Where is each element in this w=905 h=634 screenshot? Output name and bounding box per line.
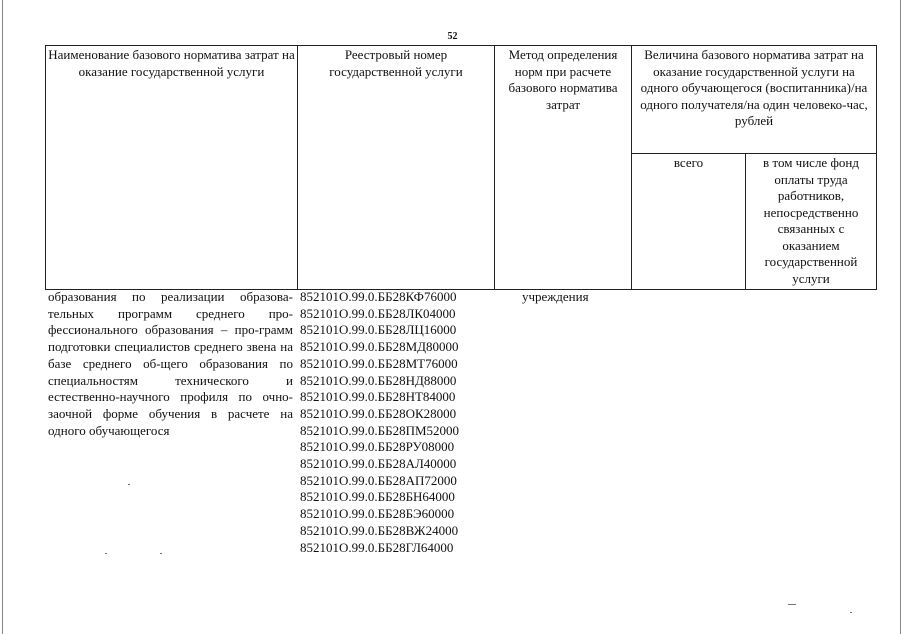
registry-number: 852101О.99.0.ББ28ОК28000 [300,405,457,421]
scan-border-left [2,0,3,634]
registry-number: 852101О.99.0.ББ28БН64000 [300,489,455,505]
header-registry-number: Реестровый номер государственной услуги [298,46,495,290]
registry-number: 852101О.99.0.ББ28МТ76000 [300,355,458,371]
scan-speck [160,553,162,554]
registry-number: 852101О.99.0.ББ28МД80000 [300,339,459,355]
registry-number: 852101О.99.0.ББ28НД88000 [300,372,457,388]
cost-standard-table-header [45,45,877,290]
registry-number: 852101О.99.0.ББ28РУ08000 [300,439,455,455]
scan-speck [788,604,796,605]
header-standard-name: Наименование базового норматива затрат на оказание государственной услуги [46,46,298,290]
header-total: всего [632,154,746,290]
registry-number: 852101О.99.0.ББ28ПМ52000 [300,422,460,438]
header-standard-value: Величина базового норматива затрат на оказание государственной услуги на одного обучающегося (воспитанника)/на одного получателя/на один человеко-час, рублей [632,46,877,154]
registry-number: 852101О.99.0.ББ28АЛ40000 [300,456,457,472]
registry-number: 852101О.99.0.ББ28НТ84000 [300,389,456,405]
header-method: Метод определения норм при расчете базового норматива затрат [495,46,632,290]
header-payroll-fund: в том числе фонд оплаты труда работников, непосредственно связанных с оказанием государственной услуги [746,154,877,290]
scan-speck [105,553,107,554]
scan-speck [128,484,130,485]
registry-number: 852101О.99.0.ББ28КФ76000 [300,289,457,304]
registry-number: 852101О.99.0.ББ28БЭ60000 [300,506,455,522]
registry-number: 852101О.99.0.ББ28АП72000 [300,472,457,488]
registry-number: 852101О.99.0.ББ28ЛК04000 [300,305,456,321]
service-description: образования по реализации образова-тельных программ среднего про-фессионального образования – про-грамм подготовки специалистов среднего звена на базе среднего об-щего образования по специальностям технического и естественно-научного профиля по очно-заочной форме обучения в расчете на одного обучающегося [48,289,293,438]
registry-number-list [300,289,500,556]
registry-number: 852101О.99.0.ББ28ЛЦ16000 [300,322,457,338]
registry-number: 852101О.99.0.ББ28ВЖ24000 [300,522,459,538]
page-number: 52 [447,31,458,42]
scan-speck [850,612,852,613]
method-value: учреждения [522,289,589,304]
registry-number: 852101О.99.0.ББ28ГЛ64000 [300,539,454,555]
scan-border-right [900,0,901,634]
